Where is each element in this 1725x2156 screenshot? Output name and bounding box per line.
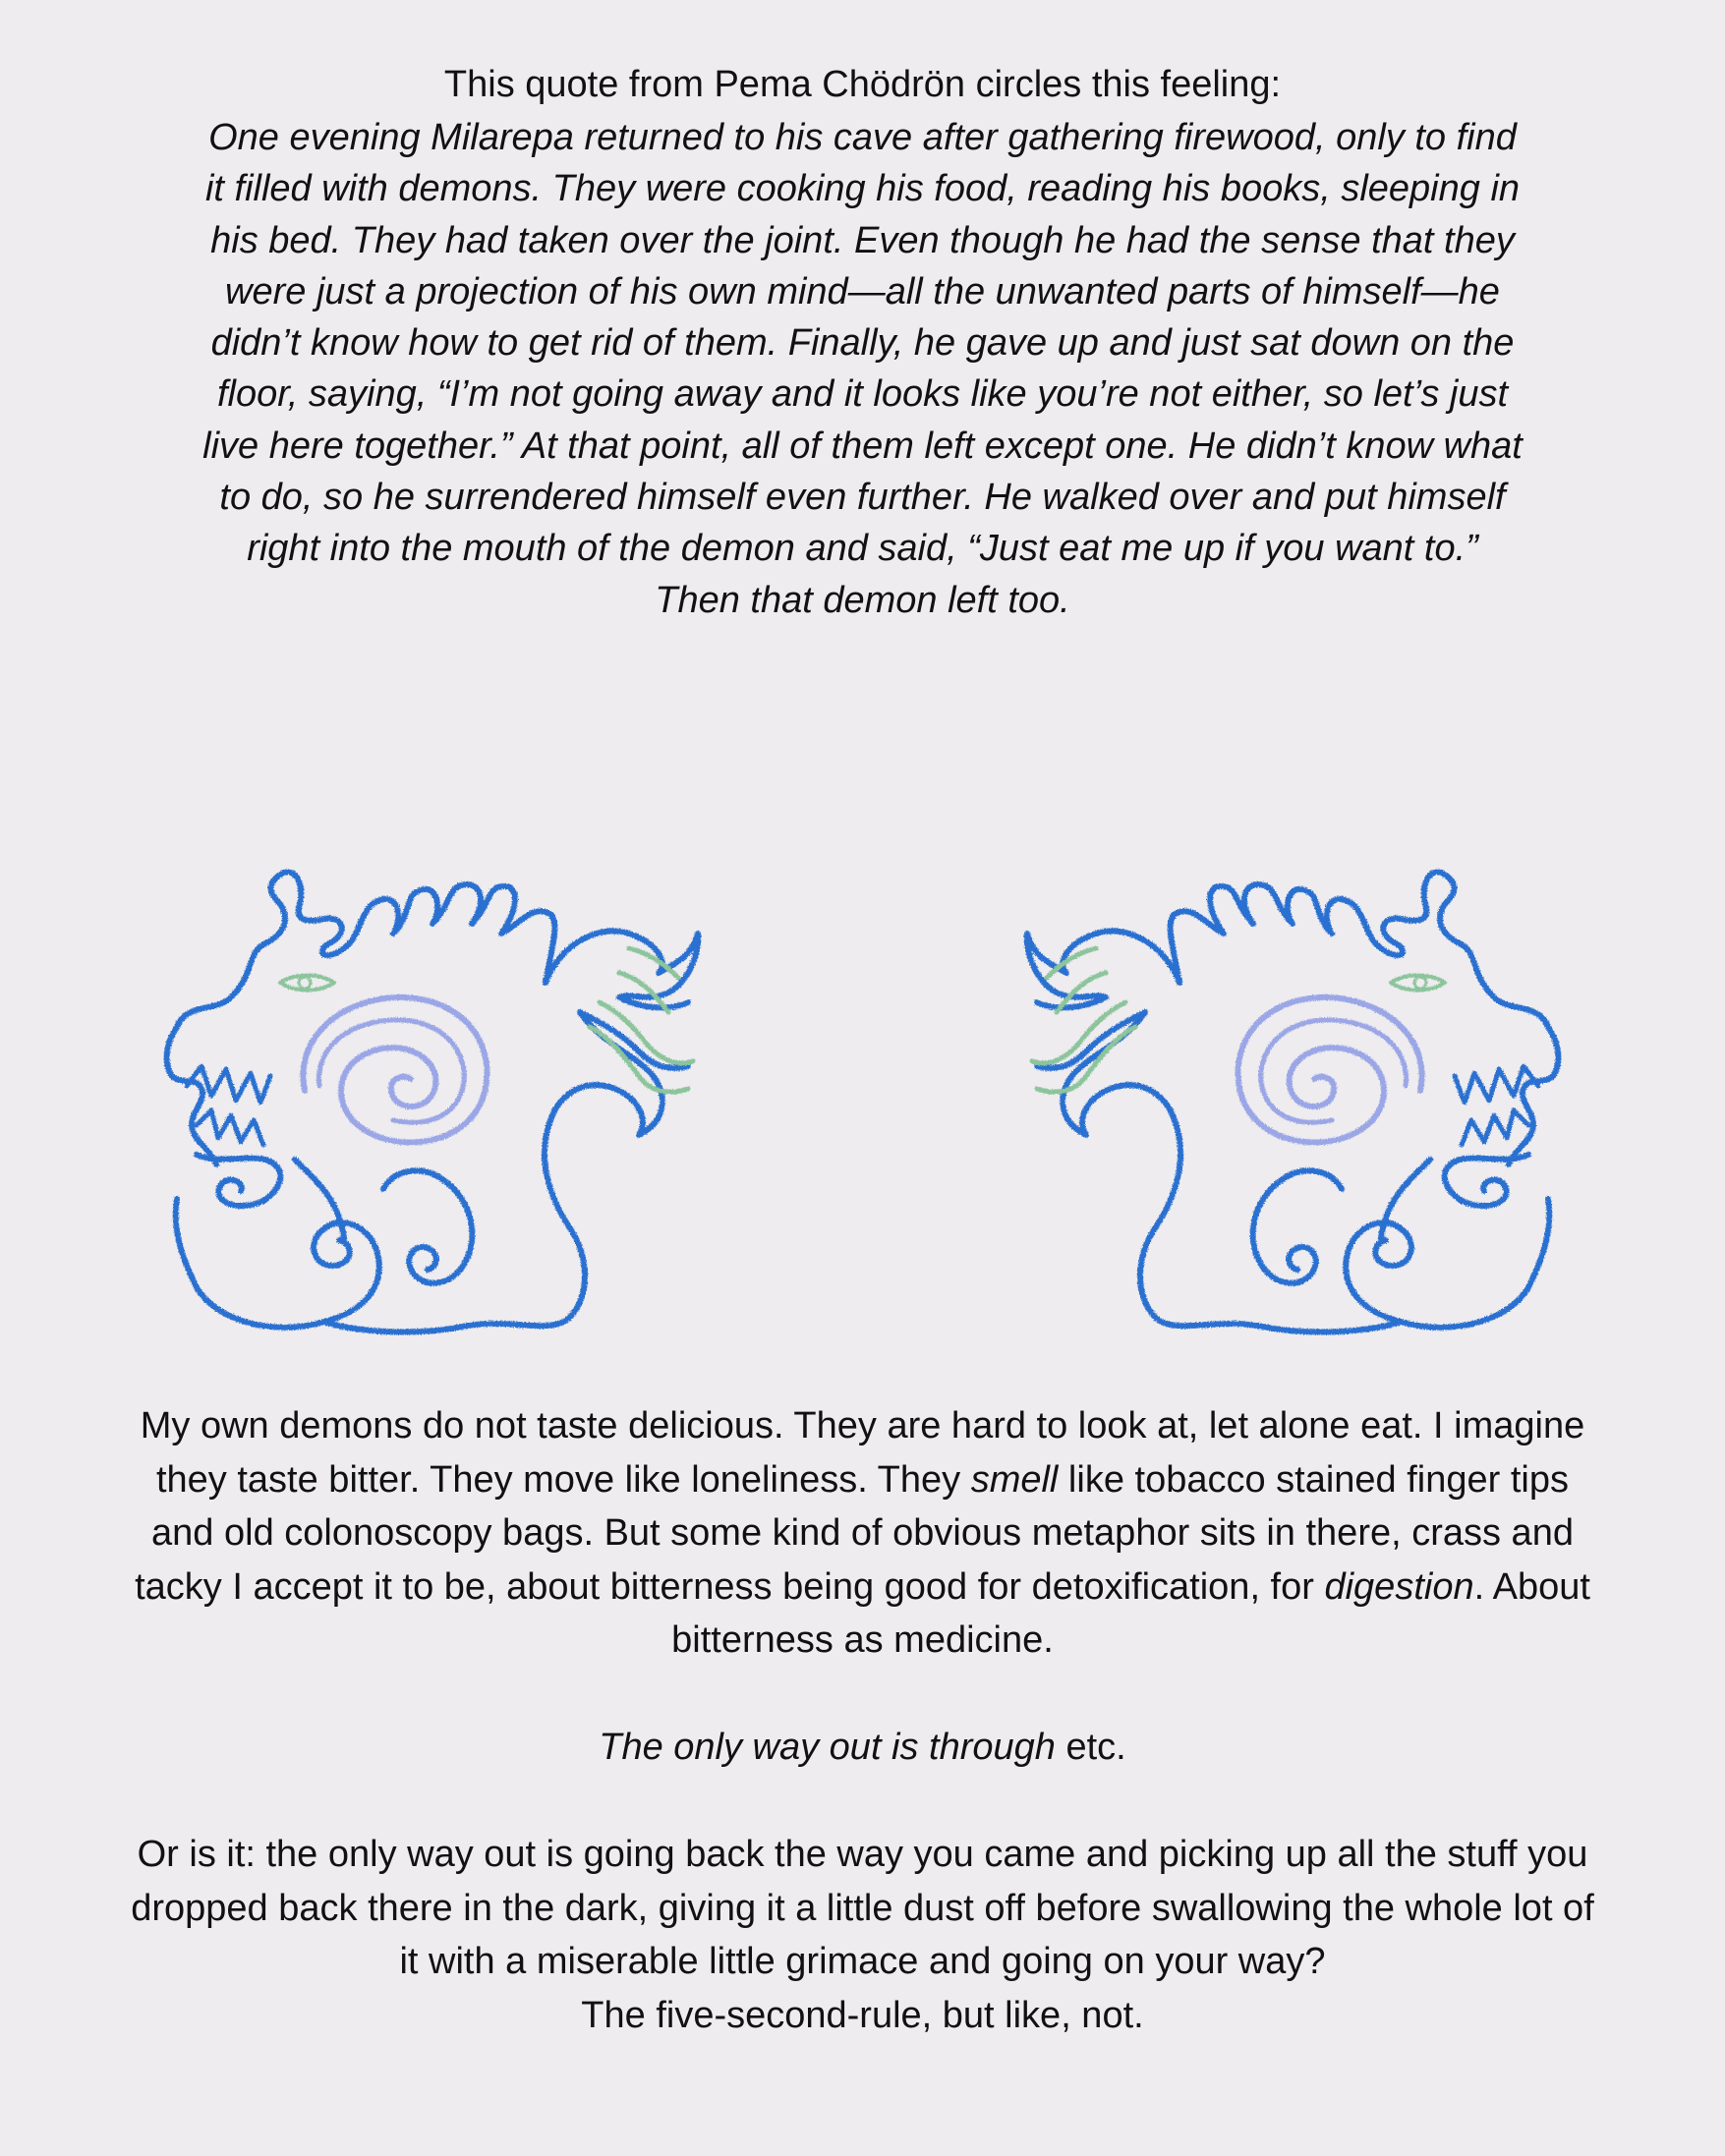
paragraph-demons-part-c: . About bitterness as medicine.	[671, 1565, 1590, 1661]
paragraph-demons-part-b: like tobacco stained finger tips and old colonoscopy bags. But some kind of obvious metaphor sits in there, crass and tacky I accept it to be, about bitterness being good for detoxification, for	[135, 1458, 1574, 1608]
left-demon-mouth	[546, 931, 698, 1007]
paragraph-go-back: Or is it: the only way out is going back the way you came and picking up all the stuff you dropped back there in the dark, giving it a little dust off before swallowing the whole lot of it with a miserable little grimace and going on your way?	[131, 1834, 1594, 1982]
left-demon-teeth-lower	[197, 1110, 263, 1145]
paragraph-five-second-rule: The five-second-rule, but like, not.	[581, 1994, 1144, 2036]
demon-heads-illustration	[157, 825, 1568, 1356]
paragraph-demons	[128, 1399, 1597, 1668]
milarepa-quote	[197, 112, 1528, 626]
emphasis-smell: smell	[970, 1458, 1059, 1501]
paragraph-way-out	[128, 1721, 1597, 1775]
quote-last-line: Then that demon left too.	[655, 579, 1070, 621]
emphasis-digestion: digestion	[1324, 1565, 1474, 1608]
reflection-text	[128, 1399, 1597, 2042]
left-demon-jaw	[197, 1155, 280, 1206]
quote-paragraph: One evening Milarepa returned to his cave after gathering firewood, only to find it filled with demons. They were cooking his food, reading his books, sleeping in his bed. They had taken over the joint. Even though he had the sense that they were just a projection of his own mind—all the unwanted parts of himself—he didn’t know how to get rid of them. Finally, he gave up and just sat down on the floor, saying, “I’m not going away and it looks like you’re not either, so let’s just live here together.” At that point, all of them left except one. He didn’t know what to do, so he surrendered himself even further. He walked over and put himself right into the mouth of the demon and said, “Just eat me up if you want to.”	[202, 117, 1523, 570]
right-demon-head	[1027, 872, 1559, 1332]
emphasis-way-out: The only way out is through	[599, 1727, 1056, 1768]
left-demon-head	[167, 872, 699, 1332]
way-out-tail: etc.	[1055, 1727, 1126, 1768]
intro-line: This quote from Pema Chödrön circles this feeling:	[443, 64, 1282, 105]
paragraph-demons-part-a: My own demons do not taste delicious. They are hard to look at, let alone eat. I imagine they taste bitter. They move like loneliness. They	[140, 1405, 1585, 1501]
